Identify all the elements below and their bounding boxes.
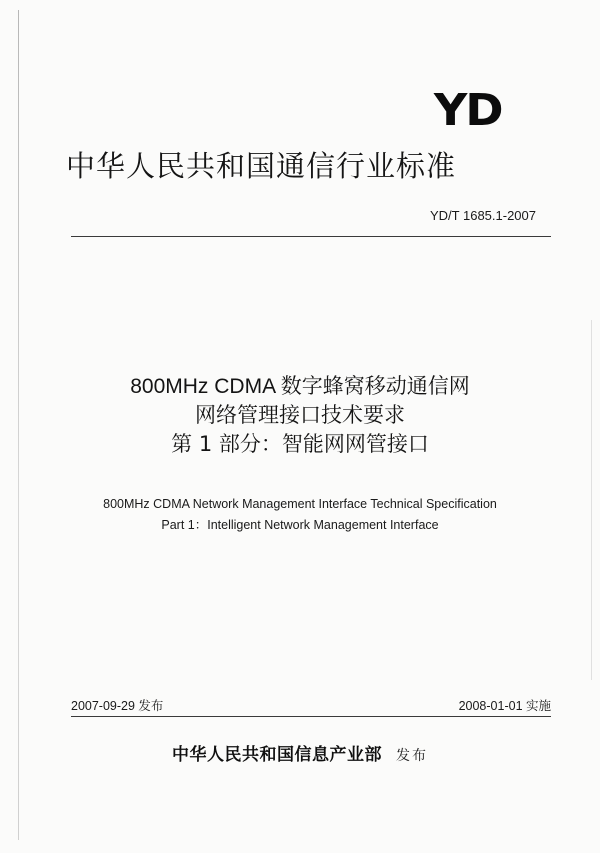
chinese-title-line-3: 第 1 部分：智能网网管接口 (171, 432, 429, 456)
chinese-title-line-1: 800MHz CDMA 数字蜂窝移动通信网 (130, 375, 470, 398)
english-title (0, 494, 600, 536)
english-title-line-1: 800MHz CDMA Network Management Interface Technical Specification (103, 497, 497, 511)
english-title-line-2: Part 1：Intelligent Network Management Interface (161, 518, 439, 532)
publisher-action: 发布 (396, 748, 428, 764)
chinese-title-line-2: 网络管理接口技术要求 (195, 403, 405, 427)
standard-category-title: 中华人民共和国通信行业标准 (66, 149, 457, 183)
footer-divider (71, 716, 551, 717)
header-divider (71, 236, 551, 237)
standard-number: YD/T 1685.1-2007 (430, 208, 536, 223)
date-row (71, 696, 551, 714)
yd-logo: YD (433, 85, 502, 136)
publish-date: 2007-09-29 发布 (71, 699, 164, 713)
chinese-title (0, 372, 600, 459)
publisher-name: 中华人民共和国信息产业部 (172, 745, 382, 765)
publisher-line (0, 740, 600, 765)
implement-date: 2008-01-01 实施 (458, 699, 551, 713)
